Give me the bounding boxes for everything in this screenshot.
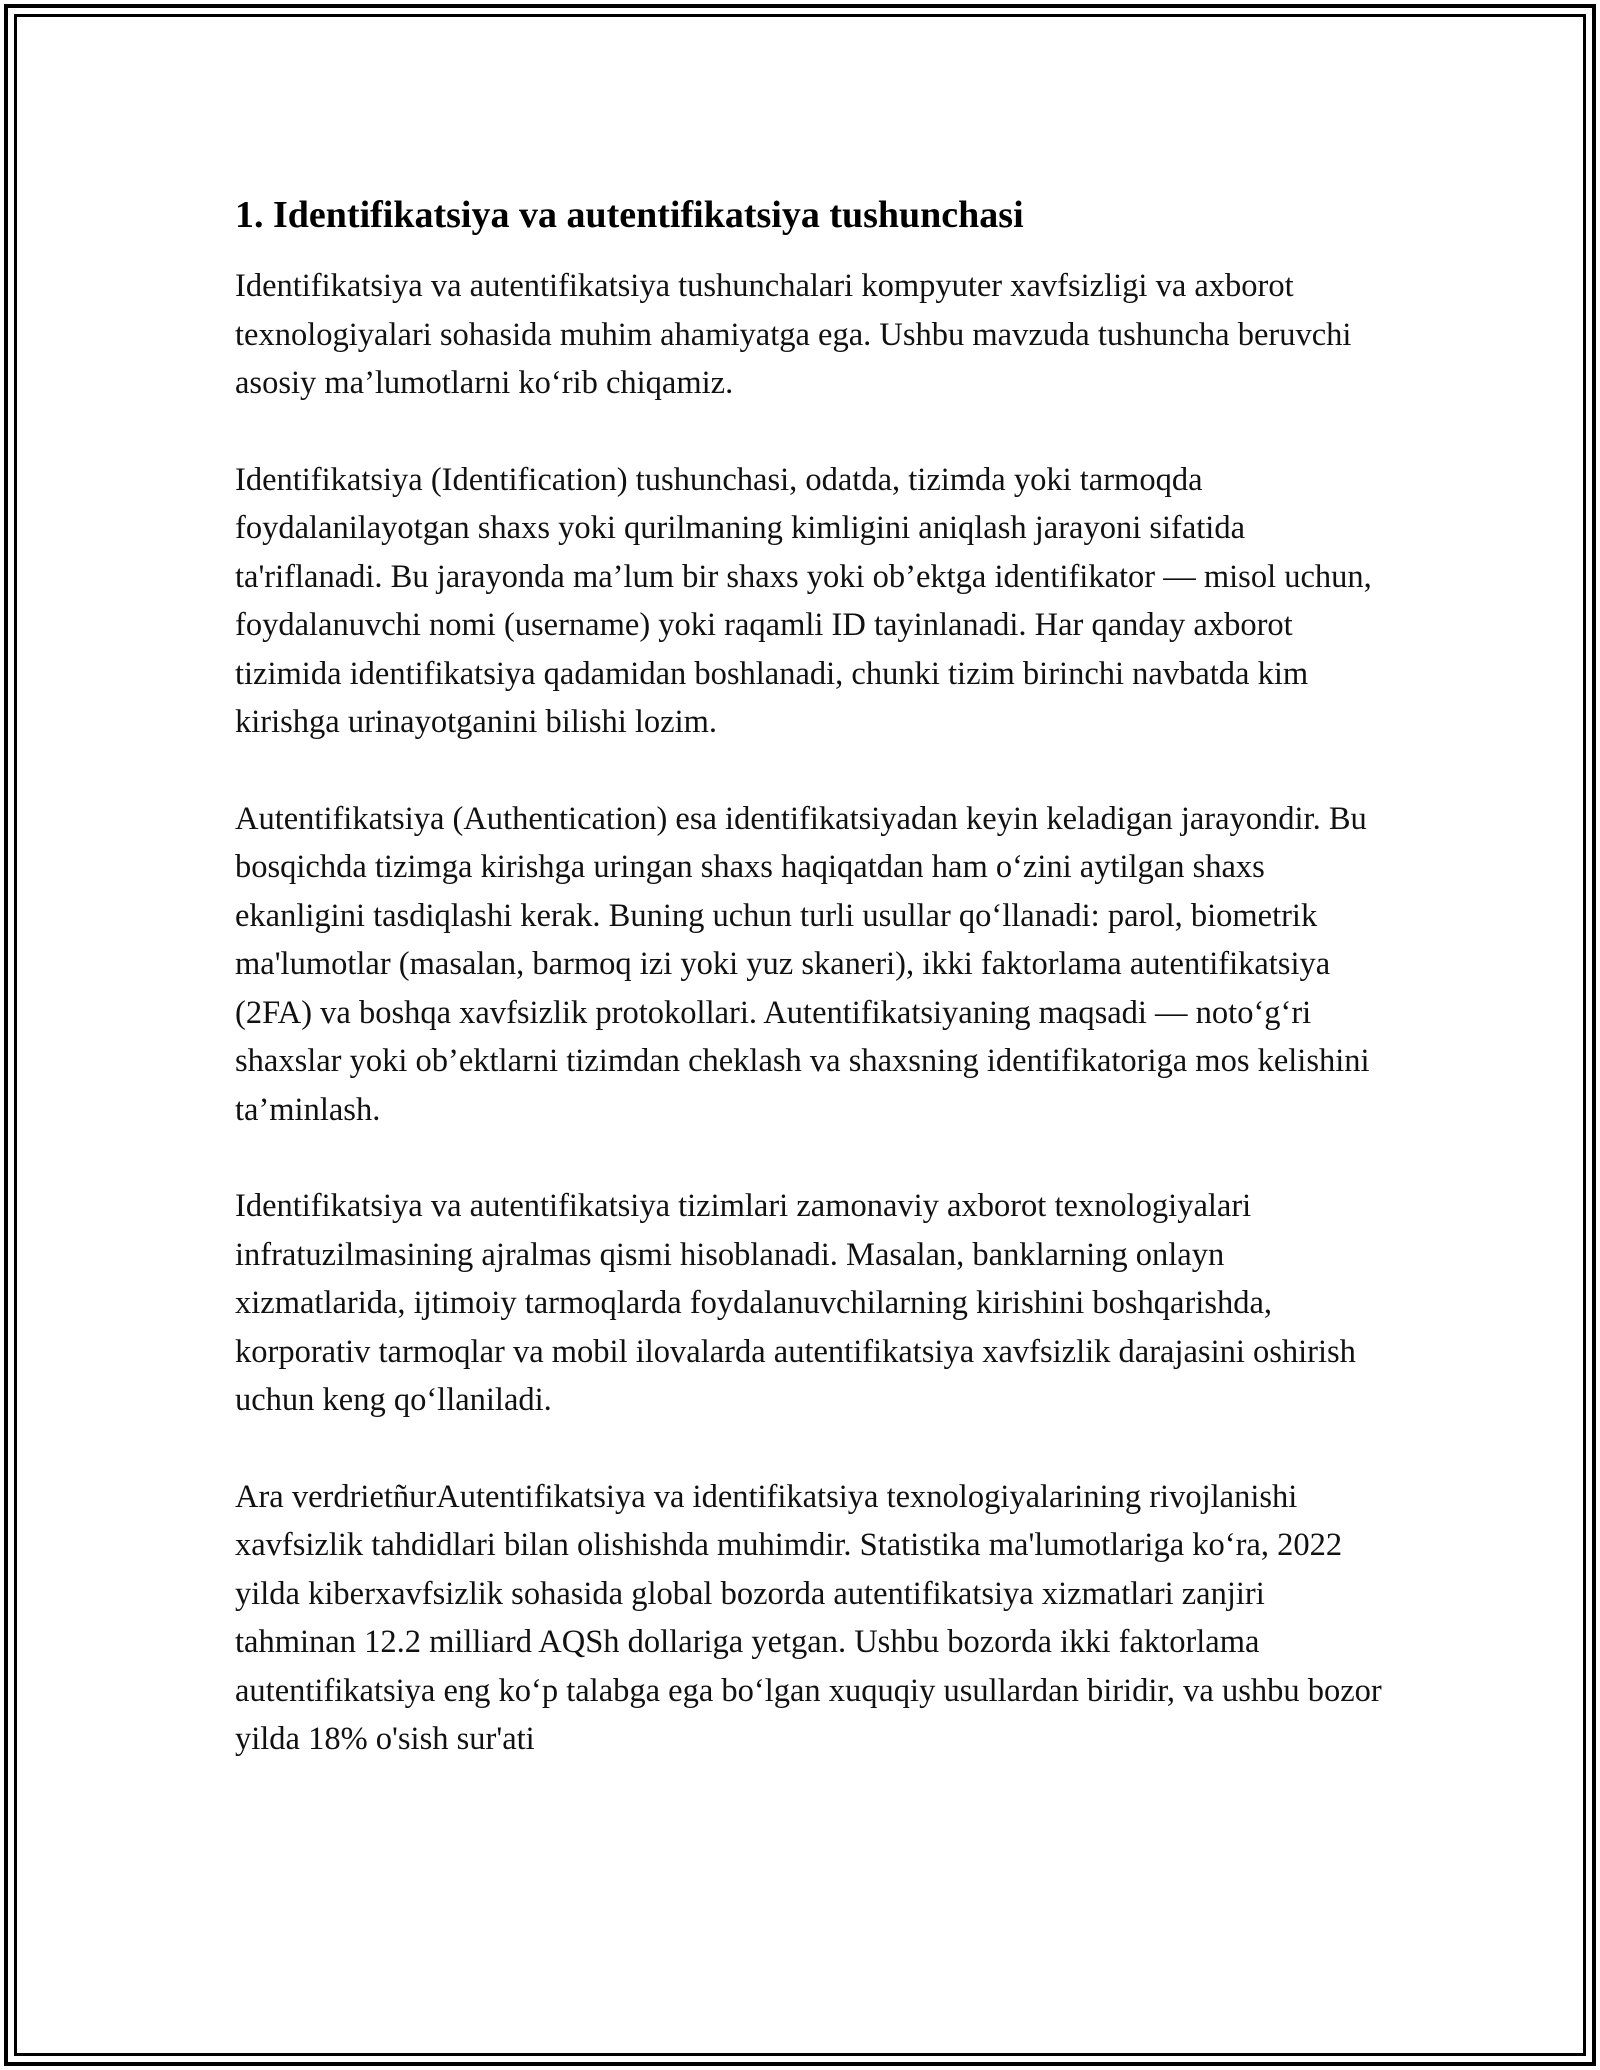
paragraph-authentication: Autentifikatsiya (Authentication) esa identifikatsiyadan keyin keladigan jarayondir. Bu bosqichda tizimga kirishga uringan shaxs haqiqatdan ham o‘zini aytilgan shaxs ekanligini tasdiqlashi kerak. Buning uchun turli usullar qo‘llanadi: parol, biometrik ma'lumotlar (masalan, barmoq izi yoki yuz skaneri), ikki faktorlama autentifikatsiya (2FA) va boshqa xavfsizlik protokollari. Autentifikatsiyaning maqsadi — noto‘g‘ri shaxslar yoki ob’ektlarni tizimdan cheklash va shaxsning identifikatoriga mos kelishini ta’minlash. bbox=[235, 800, 1370, 1128]
document-body bbox=[235, 180, 1385, 1812]
paragraph-statistics: Ara verdrietñurAutentifikatsiya va identifikatsiya texnologiyalarining rivojlanishi xavfsizlik tahdidlari bilan olishishda muhimdir. Statistika ma'lumotlariga ko‘ra, 2022 yilda kiberxavfsizlik sohasida global bozorda autentifikatsiya xizmatlari zanjiri tahminan 12.2 milliard AQSh dollariga yetgan. Ushbu bozorda ikki faktorlama autentifikatsiya eng ko‘p talabga ega bo‘lgan xuquqiy usullardan biridir, va ushbu bozor yilda 18% o'sish sur'ati bbox=[235, 1478, 1382, 1757]
paragraph-infrastructure: Identifikatsiya va autentifikatsiya tizimlari zamonaviy axborot texnologiyalari infratuzilmasining ajralmas qismi hisoblanadi. Masalan, banklarning onlayn xizmatlarida, ijtimoiy tarmoqlarda foydalanuvchilarning kirishini boshqarishda, korporativ tarmoqlar va mobil ilovalarda autentifikatsiya xavfsizlik darajasini oshirish uchun keng qo‘llaniladi. bbox=[235, 1188, 1356, 1418]
section-title: 1. Identifikatsiya va autentifikatsiya tushunchasi bbox=[235, 194, 1024, 236]
paragraph-intro: Identifikatsiya va autentifikatsiya tushunchalari kompyuter xavfsizligi va axborot texnologiyalari sohasida muhim ahamiyatga ega. Ushbu mavzuda tushuncha beruvchi asosiy ma’lumotlarni ko‘rib chiqamiz. bbox=[235, 268, 1352, 401]
paragraph-identification: Identifikatsiya (Identification) tushunchasi, odatda, tizimda yoki tarmoqda foydalanilayotgan shaxs yoki qurilmaning kimligini aniqlash jarayoni sifatida ta'riflanadi. Bu jarayonda ma’lum bir shaxs yoki ob’ektga identifikator — misol uchun, foydalanuvchi nomi (username) yoki raqamli ID tayinlanadi. Har qanday axborot tizimida identifikatsiya qadamidan boshlanadi, chunki tizim birinchi navbatda kim kirishga urinayotganini bilishi lozim. bbox=[235, 461, 1372, 740]
